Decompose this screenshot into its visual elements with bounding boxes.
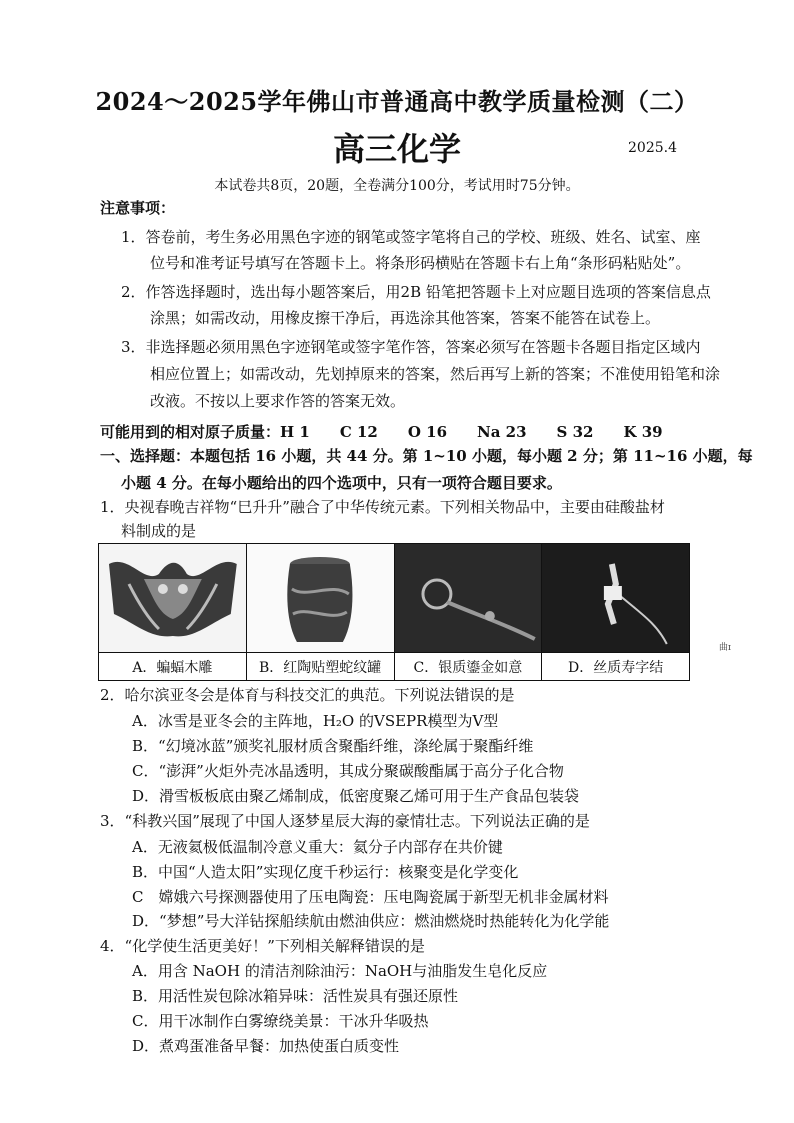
atomic-masses: 可能用到的相对原子质量：H 1 C 12 O 16 Na 23 S 32 K 39 bbox=[100, 423, 663, 441]
option-item: B．用活性炭包除冰箱异味：活性炭具有强还原性 bbox=[132, 987, 459, 1005]
notice-line: 涂黑；如需改动，用橡皮擦干净后，再选涂其他答案，答案不能答在试卷上。 bbox=[150, 309, 661, 327]
section-heading: 一、选择题：本题包括 16 小题，共 44 分。第 1~10 小题，每小题 2 分；第 11~16 小题，每 bbox=[100, 447, 753, 465]
q1-image-options bbox=[98, 543, 690, 681]
q1-option-b bbox=[247, 544, 395, 680]
q1-option-d bbox=[542, 544, 689, 680]
option-item: C．用干冰制作白雾缭绕美景：干冰升华吸热 bbox=[132, 1012, 429, 1030]
exam-title: 2024～2025学年佛山市普通高中教学质量检测（二） bbox=[95, 87, 699, 116]
notice-line: 相应位置上；如需改动，先划掉原来的答案，然后再写上新的答案；不准使用铅笔和涂 bbox=[150, 365, 721, 383]
q1-option-b-label: B．红陶贴塑蛇纹罐 bbox=[258, 659, 382, 676]
question-stem: 1．央视春晚吉祥物“巳升升”融合了中华传统元素。下列相关物品中，主要由硅酸盐材 bbox=[100, 498, 665, 516]
option-item: C 嫦娥六号探测器使用了压电陶瓷：压电陶瓷属于新型无机非金属材料 bbox=[132, 888, 609, 906]
option-item: D．“梦想”号大洋钻探船续航由燃油供应：燃油燃烧时热能转化为化学能 bbox=[132, 912, 610, 930]
q1-option-a-label: A．蝙蝠木雕 bbox=[132, 659, 213, 676]
option-item: D．滑雪板板底由聚乙烯制成，低密度聚乙烯可用于生产食品包装袋 bbox=[132, 787, 580, 805]
option-item: A．无液氦极低温制冷意义重大：氦分子内部存在共价键 bbox=[132, 838, 503, 856]
question-stem: 料制成的是 bbox=[121, 522, 197, 540]
notice-line: 3．非选择题必须用黑色字迹钢笔或签字笔作答，答案必须写在答题卡各题目指定区域内 bbox=[121, 338, 701, 356]
pottery-jar-image bbox=[247, 544, 394, 653]
subject-title: 高三化学 bbox=[332, 130, 461, 168]
q1-option-c bbox=[395, 544, 543, 680]
notice-heading: 注意事项： bbox=[100, 199, 176, 217]
option-item: B．中国“人造太阳”实现亿度千秒运行：核聚变是化学变化 bbox=[132, 863, 519, 881]
question-stem: 4．“化学使生活更美好！”下列相关解释错误的是 bbox=[100, 937, 425, 955]
section-heading: 小题 4 分。在每小题给出的四个选项中，只有一项符合题目要求。 bbox=[121, 474, 562, 492]
exam-date: 2025.4 bbox=[628, 140, 677, 156]
question-stem: 3．“科教兴国”展现了中国人逐梦星辰大海的豪情壮志。下列说法正确的是 bbox=[100, 812, 590, 830]
exam-intro: 本试卷共8页，20题，全卷满分100分，考试用时75分钟。 bbox=[214, 178, 580, 194]
q1-option-d-label: D．丝质寿字结 bbox=[568, 659, 664, 676]
notice-line: 改液。不按以上要求作答的答案无效。 bbox=[150, 392, 406, 410]
q1-option-a bbox=[99, 544, 247, 680]
question-stem: 2．哈尔滨亚冬会是体育与科技交汇的典范。下列说法错误的是 bbox=[100, 686, 515, 704]
bat-carving-image bbox=[99, 544, 246, 653]
option-item: A．冰雪是亚冬会的主阵地，H₂O 的VSEPR模型为V型 bbox=[132, 712, 499, 730]
silk-knot-image bbox=[542, 544, 689, 653]
notice-line: 1．答卷前，考生务必用黑色字迹的钢笔或签字笔将自己的学校、班级、姓名、试室、座 bbox=[121, 228, 701, 246]
ruyi-scepter-image bbox=[395, 544, 542, 653]
notice-line: 位号和准考证号填写在答题卡上。将条形码横贴在答题卡右上角“条形码粘贴处”。 bbox=[150, 254, 691, 272]
q1-option-c-label: C．银质鎏金如意 bbox=[413, 659, 523, 676]
notice-line: 2．作答选择题时，选出每小题答案后，用2B 铅笔把答题卡上对应题目选项的答案信息点 bbox=[121, 283, 711, 301]
option-item: A．用含 NaOH 的清洁剂除油污：NaOH与油脂发生皂化反应 bbox=[132, 962, 548, 980]
option-item: C．“澎湃”火炬外壳冰晶透明，其成分聚碳酸酯属于高分子化合物 bbox=[132, 762, 564, 780]
option-item: B．“幻境冰蓝”颁奖礼服材质含聚酯纤维，涤纶属于聚酯纤维 bbox=[132, 737, 534, 755]
margin-mark: 曲ɪ bbox=[719, 643, 731, 653]
option-item: D．煮鸡蛋准备早餐：加热使蛋白质变性 bbox=[132, 1037, 400, 1055]
